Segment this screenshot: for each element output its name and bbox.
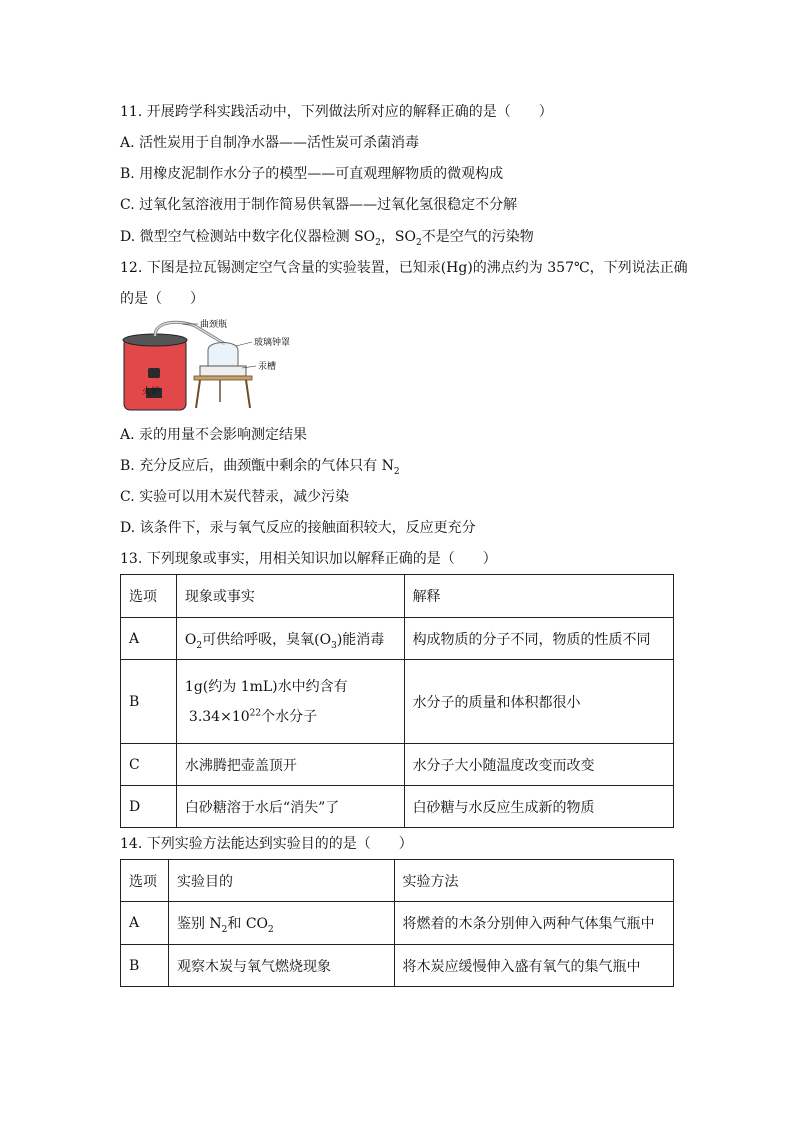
header-option: 选项	[121, 860, 169, 902]
row-goal: 鉴别 $N_2$和 $CO_2$	[168, 902, 394, 945]
table-row	[121, 618, 674, 660]
header-option: 选项	[121, 575, 177, 618]
table-row	[121, 902, 674, 945]
header-fact: 现象或事实	[176, 575, 404, 618]
row-fact: 水沸腾把壶盖顶开	[176, 744, 404, 786]
row-option: A	[121, 902, 169, 945]
table-row	[121, 786, 674, 828]
furnace-label: 火炉	[142, 387, 161, 397]
row-method: 将燃着的木条分别伸入两种气体集气瓶中	[394, 902, 673, 945]
q11-stem: 11. 开展跨学科实践活动中，下列做法所对应的解释正确的是（ ）	[120, 104, 553, 120]
q11-option-b: B. 用橡皮泥制作水分子的模型——可直观理解物质的微观构成	[120, 166, 504, 182]
row-explanation: 水分子大小随温度改变而改变	[404, 744, 673, 786]
q12-option-a: A. 汞的用量不会影响测定结果	[120, 427, 308, 443]
q12-stem-line1: 12. 下图是拉瓦锡测定空气含量的实验装置，已知汞(Hg)的沸点约为 357℃，下列说法正确	[120, 260, 688, 276]
bell-jar-label: 玻璃钟罩	[254, 338, 290, 348]
q12-option-b: B. 充分反应后，曲颈甑中剩余的气体只有 $N_2$	[120, 458, 400, 477]
q12-stem-line2: 的是（ ）	[120, 291, 204, 307]
row-option: A	[121, 618, 177, 660]
table-header-row	[121, 860, 674, 902]
row-fact: 1g(约为 1mL)水中约含有 $3.34\times 10^{22}$个水分子	[176, 660, 404, 744]
q14-table	[120, 859, 674, 987]
q14-stem: 14. 下列实验方法能达到实验目的的是（ ）	[120, 836, 413, 852]
row-option: C	[121, 744, 177, 786]
header-explanation: 解释	[404, 575, 673, 618]
flask-label: 曲颈瓶	[200, 320, 228, 330]
q12-option-d: D. 该条件下，汞与氧气反应的接触面积较大，反应更充分	[120, 520, 476, 536]
lavoisier-apparatus-figure	[120, 316, 290, 411]
row-fact: 白砂糖溶于水后“消失”了	[176, 786, 404, 828]
q11-option-a: A. 活性炭用于自制净水器——活性炭可杀菌消毒	[120, 135, 420, 151]
table-row	[121, 744, 674, 786]
header-method: 实验方法	[394, 860, 673, 902]
table-row	[121, 660, 674, 744]
q11-option-d: D. 微型空气检测站中数字化仪器检测 $SO_2$，$SO_2$不是空气的污染物	[120, 229, 534, 248]
row-explanation: 白砂糖与水反应生成新的物质	[404, 786, 673, 828]
row-method: 将木炭应缓慢伸入盛有氧气的集气瓶中	[394, 945, 673, 987]
row-goal: 观察木炭与氧气燃烧现象	[168, 945, 394, 987]
trough-label: 汞槽	[258, 362, 277, 372]
row-option: B	[121, 660, 177, 744]
row-option: D	[121, 786, 177, 828]
table-row	[121, 945, 674, 987]
table-header-row	[121, 575, 674, 618]
header-goal: 实验目的	[168, 860, 394, 902]
row-option: B	[121, 945, 169, 987]
q11-option-c: C. 过氧化氢溶液用于制作简易供氧器——过氧化氢很稳定不分解	[120, 197, 518, 213]
row-explanation: 构成物质的分子不同，物质的性质不同	[404, 618, 673, 660]
q13-stem: 13. 下列现象或事实，用相关知识加以解释正确的是（ ）	[120, 551, 497, 567]
q13-table	[120, 574, 674, 828]
q12-option-c: C. 实验可以用木炭代替汞，减少污染	[120, 489, 350, 505]
row-fact: $O_2$可供给呼吸，臭氧$(O_3)$能消毒	[176, 618, 404, 660]
row-explanation: 水分子的质量和体积都很小	[404, 660, 673, 744]
